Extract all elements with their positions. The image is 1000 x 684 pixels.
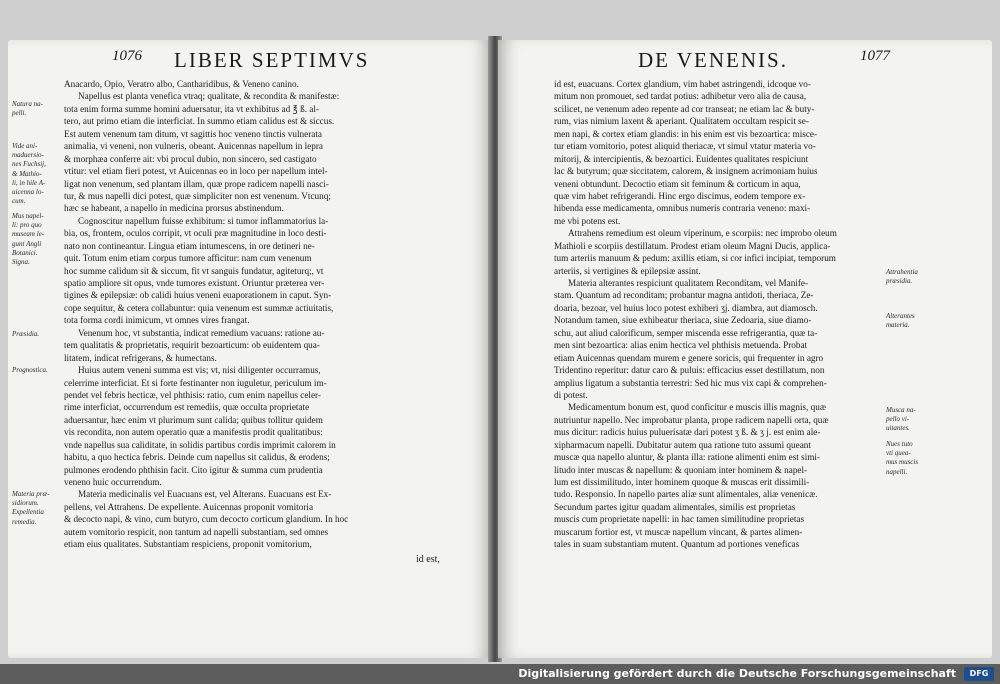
text-line: aduersantur, hæc enim vt plurimum sunt calida; quibus tollitur quidem — [64, 414, 323, 425]
text-line: tales in suam substantiam mutent. Quantum ad portiones veneficas — [554, 539, 800, 550]
text-line: Medicamentum bonum est, quod conficitur e muscis illis magnis, quæ — [568, 402, 826, 413]
text-body — [554, 78, 884, 551]
text-line: & morphæa conferre ait: vbi procul dubio, non sincero, sed castigato — [64, 153, 317, 164]
margin-note-line: Mus napel- — [12, 212, 44, 220]
text-line: Materia alterantes respiciunt qualitatem Reconditam, vel Manife- — [568, 278, 809, 288]
text-line: men napi, & cortex etiam glandis: in his enim est vis bezoartica: misce- — [554, 128, 818, 139]
text-line: nato non contineantur. Lingua etiam intumescens, in ore detineri ne- — [64, 240, 315, 251]
text-line: Est autem venenum tam ditum, vt sagittis hoc veneno tinctis vulnerata — [64, 128, 322, 139]
text-line: etiam eius qualitates. Substantiam respiciens, proponit vomitorium, — [64, 539, 312, 550]
margin-note-line: Prognostica. — [12, 366, 48, 374]
margin-note-line: Musca na- — [886, 406, 916, 414]
funding-note: Digitalisierung gefördert durch die Deutsche Forschungsgemeinschaft — [518, 667, 956, 680]
running-head: DE VENENIS. — [638, 48, 788, 72]
margin-note-line: li: pro quo — [12, 221, 42, 230]
page-number: 1077 — [860, 48, 890, 64]
margin-note-line: Signa. — [12, 258, 30, 266]
text-line: quæ vim habet refrigerandi. Hinc ergo discimus, eodem tempore ex- — [554, 190, 806, 201]
text-line: tudo. Responsio. In napello partes aliæ sunt alimentales, aliæ venenicæ. — [554, 489, 818, 500]
text-line: id est, euacuans. Cortex glandium, vim habet astringendi, idcoque vo- — [554, 79, 811, 89]
margin-note-line: sidiorum. — [12, 499, 39, 508]
text-line: Venenum hoc, vt substantia, indicat remedium vacuans: ratione au- — [78, 327, 325, 338]
margin-note-line: vti quea- — [886, 449, 911, 458]
margin-note — [12, 100, 43, 118]
margin-note-line: maduersio- — [12, 151, 44, 160]
text-line: vis recondita, non autem operatio quæ a manifestis prodit qualitatibus: — [64, 427, 323, 438]
margin-note — [12, 258, 30, 267]
text-line: vtitur: vel etiam fieri potest, vt Auicennas eo in loco per napellum intel- — [64, 166, 328, 177]
text-line: muscæ qua napello aluntur, & planta illa: ratione alimenti enim est simi- — [554, 452, 821, 463]
margin-note-line: Vide ani- — [12, 142, 38, 150]
text-line: men sint bezoartica: alias enim hectica vel phthisis metuenda. Probat — [554, 340, 808, 351]
text-line: Secundum partes igitur quadam alimentales, similis est proprietas — [554, 501, 796, 512]
text-line: hibenda esse medicamenta, omnibus numeris contraria veneno: maxi- — [554, 203, 811, 214]
text-line: etiam Auicennas quendam murem e genere soricis, qui frequenter in agro — [554, 352, 824, 363]
right-page — [498, 40, 992, 658]
text-line: hoc summe calidum sit & siccum, fit vt sanguis fundatur, agiteturq;, vt — [64, 265, 324, 276]
text-line: xipharmacum napelli. Dubitatur autem qua ratione tuto assumi queant — [554, 439, 811, 450]
text-line: litatem, indicat refrigerans, & humectans. — [64, 352, 217, 363]
margin-note — [12, 330, 39, 339]
text-line: tum arteriis manuum & pedum: axillis etiam, si cor infici incipiat, temporum — [554, 253, 836, 264]
text-line: arteriis, si vertigines & epilepsiæ assint. — [554, 265, 701, 276]
margin-note-line: cum. — [12, 197, 26, 206]
text-line: lum est dissimilitudo, inter hominem quoque & muscas erit dissimili- — [554, 477, 810, 487]
text-line: pellens, vel Attrahens. De expellente. Auicennas proponit vomitoria — [64, 501, 314, 512]
text-line: rum, vias nimium laxent & aperiant. Qualitatem occultam respicit se- — [554, 116, 809, 127]
margin-note-line: Præsidia. — [12, 330, 40, 338]
margin-note — [886, 406, 916, 434]
text-line: Notandum tamen, siue exhibeatur theriaca, siue Zedoaria, siue diamo- — [554, 315, 812, 326]
margin-note-line: pello vi- — [886, 415, 910, 424]
text-line: tur, & mus napelli dici potest, quæ simpliciter non est venenum. Vtcunq; — [64, 190, 331, 201]
margin-note-line: Materia præ- — [12, 490, 50, 498]
left-page — [8, 40, 491, 658]
margin-note-line: & Mathio- — [12, 169, 42, 178]
margin-note-line: li, in hile A- — [12, 178, 46, 187]
text-line: stam. Quantum ad reconditam; probantur magna antidoti, theriaca, Ze- — [554, 290, 814, 301]
text-line: cope sequitur, & cetera collabuntur: quia venenum est summæ actiuitatis, — [64, 302, 334, 313]
text-line: Cognoscitur napellum fuisse exhibitum: si tumor inflammatorius la- — [78, 215, 329, 226]
text-line: autem vomitorio respicit, non tantum ad napelli substantiam, sed omnes — [64, 526, 329, 537]
margin-note-line: Alterantes — [886, 312, 915, 320]
text-line: bia, os, frontem, oculos corripit, vt oculi præ magnitudine in loco desti- — [64, 228, 327, 239]
text-line: Huius autem veneni summa est vis; vt, nisi diligenter occurramus, — [78, 365, 321, 376]
text-line: tur etiam vomitorio, potest aliquid theriacæ, vt simul vtatur materia vo- — [554, 141, 816, 152]
text-line: quit. Totum enim etiam corpus tumore afficitur: nam cum venenum — [64, 253, 312, 264]
text-line: Materia medicinalis vel Euacuans est, vel Alterans. Euacuans est Ex- — [78, 489, 332, 500]
text-line: Anacardo, Opio, Veratro albo, Cantharidibus, & Veneno canino. — [64, 79, 299, 89]
page-number: 1076 — [112, 48, 142, 64]
margin-note-line: mus muscis — [886, 458, 919, 467]
footer-bar — [0, 664, 1000, 684]
margin-note-line: uitantes. — [886, 424, 910, 433]
text-line: mitorij, & intercipientis, & bezoartici. Euidentes qualitates respiciunt — [554, 153, 809, 164]
text-line: scilicet, ne venenum adeo repente ad cor transeat; ne etiam lac & buty- — [554, 103, 815, 114]
text-line: me vbi potens est. — [554, 215, 621, 226]
text-line: celerrime interficiat. Et si forte festinanter non iuguletur, periculum im- — [64, 377, 327, 388]
catchword: id est, — [416, 554, 440, 565]
text-line: litudo inter muscas & napellum: & quoniam inter hominem & napel- — [554, 464, 808, 475]
text-line: tota forma cordi inimicum, vt omnes vires frangat. — [64, 315, 250, 326]
text-line: nutriuntur napello. Nec improbatur planta, prope radicem napelli orta, quæ — [554, 414, 829, 425]
margin-note — [886, 440, 918, 477]
margin-note — [886, 312, 915, 330]
margin-note-line: museam le- — [12, 230, 45, 239]
text-line: mitum non promouet, sed tardat potius: adhibetur vero alia de causa, — [554, 91, 807, 102]
margin-note-line: materia. — [886, 321, 910, 330]
text-line: lac & butyrum; quæ siccitatem, calorem, & insignem acrimoniam huius — [554, 166, 818, 177]
text-line: Tridentino reperitur: datur caro & puluis: efficacius esset destillatum, non — [554, 365, 825, 376]
text-line: spatio ampliore sit opus, vnde tumores existunt. Oriuntur præterea ver- — [64, 278, 325, 288]
text-line: muscis cum proprietate napelli: in hac tamen similitudine proprietas — [554, 514, 805, 525]
text-line: tero, aut primo etiam die interficiat. In summo etiam calidus est & siccus. — [64, 116, 335, 127]
text-line: di potest. — [554, 389, 588, 400]
text-line: Napellus est planta venefica vtraq; qualitate, & recondita & manifestæ: — [78, 91, 340, 102]
text-line: Mathioli e scorpiis destillatum. Prodest etiam oleum Magni Ducis, applica- — [554, 240, 831, 251]
text-line: Attrahens remedium est oleum viperinum, e scorpiis: nec improbo oleum — [568, 228, 837, 239]
margin-note — [12, 212, 44, 258]
text-line: veneni obtundunt. Decoctio etiam sit feminum & corticum in aqua, — [554, 178, 801, 189]
text-line: veneno huic occurrendum. — [64, 477, 162, 487]
text-line: ligat non venenum, sed plantam illam, quæ prope radicem napelli nasci- — [64, 178, 329, 189]
margin-note-line: Expellentia — [12, 508, 44, 517]
margin-note-line: pelli. — [12, 109, 27, 118]
text-line: animalia, vi veneni, non vulneris, obeant. Auicennas napellum in lepra — [64, 141, 323, 152]
margin-note — [12, 142, 46, 206]
margin-note — [886, 268, 918, 286]
text-line: & decocto napi, & vino, cum butyro, cum decocto corticum glandium. In hoc — [64, 514, 349, 525]
margin-note-line: Natura na- — [12, 100, 43, 108]
dfg-logo: DFG — [964, 667, 994, 681]
margin-note-line: nes Fuchsij, — [12, 160, 46, 169]
margin-note-line: napelli. — [886, 467, 908, 476]
text-line: tem qualitatis & proprietatis, requirit bezoarticum: ob euidentem qua- — [64, 340, 320, 351]
margin-note-line: Nues tuto — [886, 440, 913, 448]
margin-note-line: Attrahentia — [886, 268, 918, 276]
text-line: pendet vel febris hecticæ, vel phthisis: ratio, cum enim napellus celer- — [64, 389, 321, 400]
text-line: amplius ligatum a substantia terrestri: Sed hic mus vix capi & comprehen- — [554, 377, 827, 388]
margin-note-line: remedia. — [12, 517, 37, 526]
text-line: muscarum fortior est, vt muscæ napellum vincant, & partes alimen- — [554, 526, 803, 537]
text-line: rime interficiat, occurrendum est remediis, quæ occulta proprietate — [64, 402, 310, 413]
text-line: vnde napellus sua caliditate, in solidis partibus cordis imprimit calorem in — [64, 439, 336, 450]
margin-note — [12, 490, 50, 527]
text-line: schu, aut aliud calorificum, semper miscenda esse refrigerantia, quæ ta- — [554, 327, 818, 338]
text-line: habitu, a quo hectica febris. Deinde cum napellus sit calidus, & erodens; — [64, 452, 330, 463]
margin-note-line: gunt Angli — [12, 239, 42, 248]
running-head: LIBER SEPTIMVS — [174, 48, 370, 72]
text-line: hæc se habeant, a napello in medicina prorsus abstinendum. — [64, 203, 284, 214]
text-line: mus dicitur: radicis huius puluerisatæ dari potest ʒ ß. & ʒ j. est enim ale- — [554, 427, 821, 438]
text-line: doaria, bezoar, vel huius loco potest exhiberi ʒj. diambra, aut diamosch. — [554, 302, 818, 313]
text-body — [64, 78, 484, 551]
margin-note-line: Botanici. — [12, 248, 38, 257]
text-line: tota enim forma summe homini aduersatur, ita vt exhibitus ad ℥ ß. al- — [64, 103, 319, 114]
margin-note — [12, 366, 48, 375]
text-line: tigines & epilepsiæ: ob calidi huius veneni euaporationem in caput. Syn- — [64, 290, 332, 301]
margin-note-line: præsidia. — [886, 277, 913, 286]
margin-note-line: uicenna lo- — [12, 188, 44, 197]
text-line: pulmones erodendo phthisin facit. Cito igitur & summa cum prudentia — [64, 464, 323, 475]
